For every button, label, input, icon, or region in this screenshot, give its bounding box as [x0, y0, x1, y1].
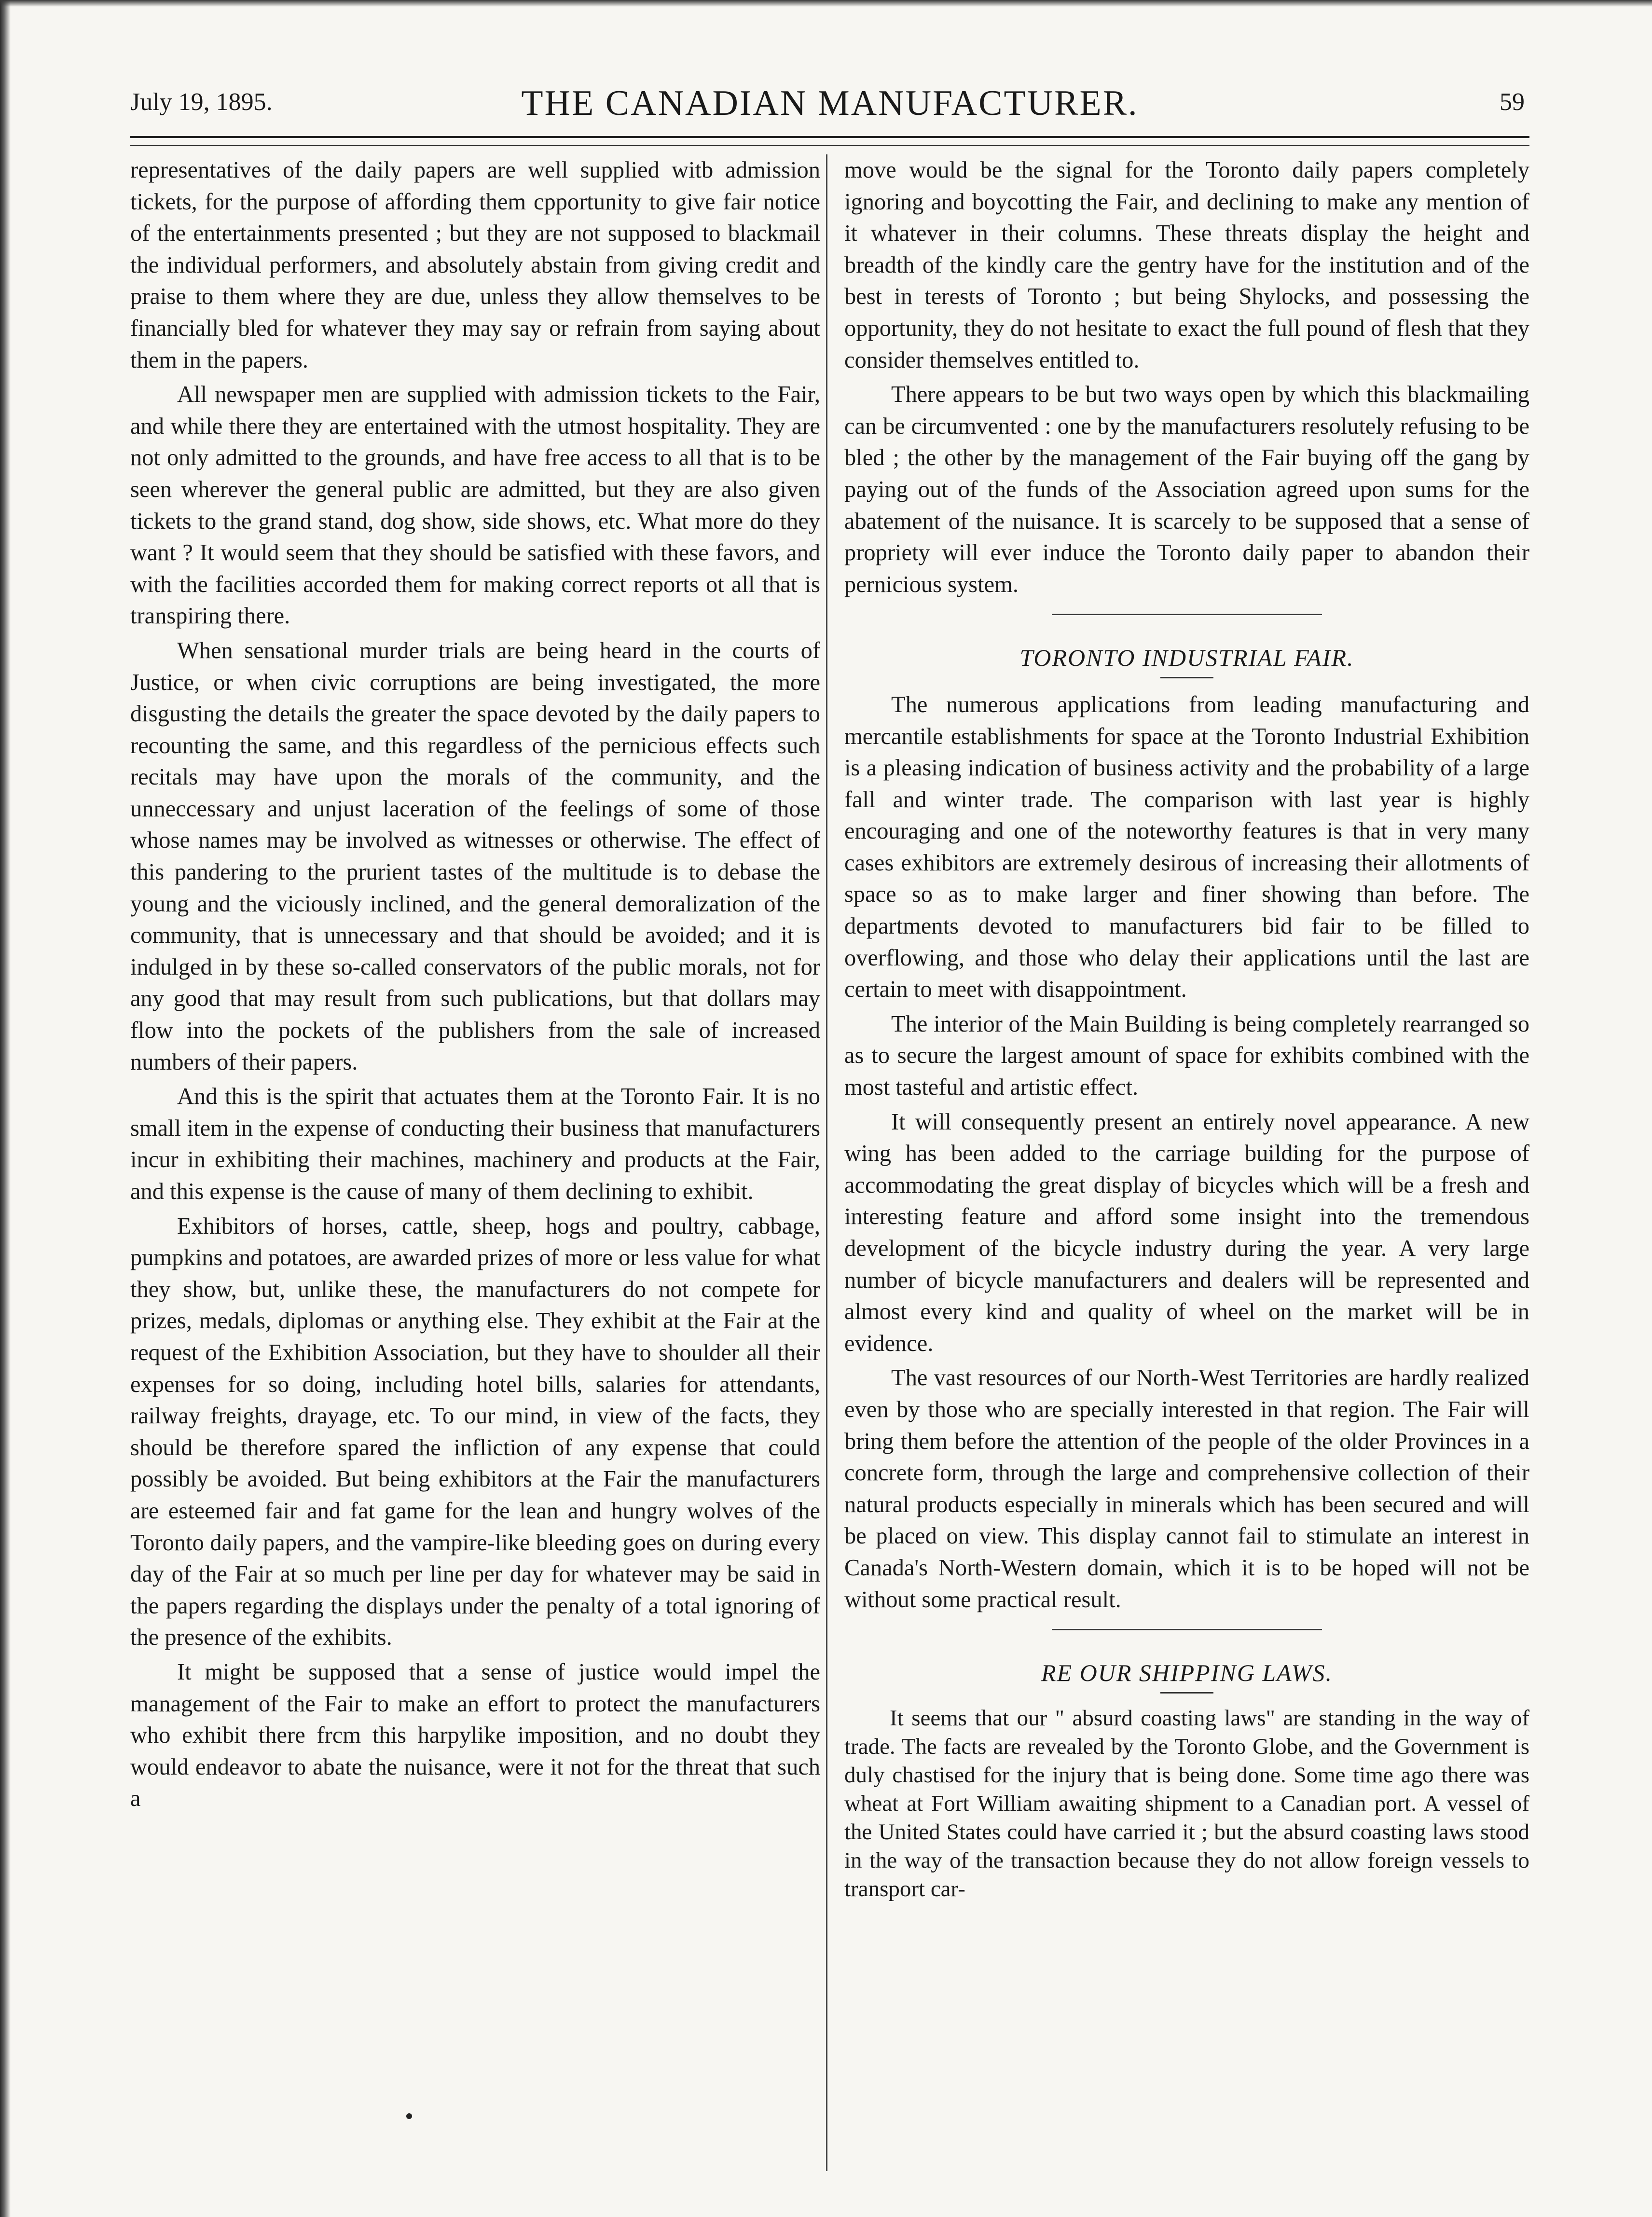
- heading-rule: [1160, 1692, 1213, 1694]
- paragraph: Exhibitors of horses, cattle, sheep, hogs and poultry, cabbage, pumpkins and potatoes, are awarded prizes of more or less value for what they show, but, unlike these, the manufacturers do not compete for prizes, medals, diplomas or anything else. They exhibit at the Fair at the request of the Exhibition Association, but they have to shoulder all their expenses for so doing, including hotel bills, salaries for attendants, railway freights, drayage, etc. To our mind, in view of the facts, they should be therefore spared the infliction of any expense that could possibly be avoided. But being exhibitors at the Fair the manufacturers are esteemed fair and fat game for the lean and hungry wolves of the Toronto daily papers, and the vampire-like bleeding goes on during every day of the Fair at so much per line per day for whatever may be said in the papers regarding the displays under the penalty of a total ignoring of the presence of the exhibits.: [130, 1213, 820, 1651]
- section-separator: [1052, 1629, 1322, 1630]
- right-column: [844, 154, 1529, 1906]
- paragraph: The interior of the Main Building is being completely rearranged so as to secure the largest amount of space for exhibits combined with the most tasteful and artistic effect.: [844, 1011, 1529, 1101]
- paragraph: All newspaper men are supplied with admission tickets to the Fair, and while there they are entertained with the utmost hospitality. They are not only admitted to the grounds, and have free access to all that is to be seen wherever the general public are admitted, but they are also given tickets to the grand stand, dog show, side shows, etc. What more do they want ? It would seem that they should be satisfied with these favors, and with the facilities accorded them for making correct reports ot all that is transpiring there.: [130, 382, 820, 629]
- header-rule: [130, 136, 1529, 146]
- section-heading-shipping-laws: RE OUR SHIPPING LAWS.: [1041, 1659, 1333, 1687]
- paragraph: It might be supposed that a sense of justice would impel the management of the Fair to make an effort to protect the manufacturers who exhibit there frcm this harpylike imposition, and no doubt they would endeavor to abate the nuisance, were it not for the threat that such a: [130, 1659, 820, 1812]
- section-separator: [1052, 614, 1322, 615]
- column-divider: [826, 154, 827, 2171]
- paragraph: The vast resources of our North-West Territories are hardly realized even by those who are specially interested in that region. The Fair will bring them before the attention of the people of the older Provinces in a concrete form, through the large and comprehensive collection of their natural products especially in minerals which has been secured and will be placed on view. This display cannot fail to stimulate an interest in Canada's North-Western domain, which it is to be hoped will not be without some practical result.: [844, 1365, 1529, 1612]
- issue-date: July 19, 1895.: [130, 88, 273, 116]
- heading-rule: [1160, 677, 1213, 678]
- publication-title: THE CANADIAN MANUFACTURER.: [521, 83, 1139, 123]
- section-heading-toronto-industrial-fair: TORONTO INDUSTRIAL FAIR.: [1019, 644, 1354, 672]
- page-header: [130, 83, 1529, 126]
- page-number: 59: [1500, 88, 1525, 116]
- paragraph: When sensational murder trials are being heard in the courts of Justice, or when civic corruptions are being investigated, the more disgusting the details the greater the space devoted by the daily papers to recounting the same, and this regardless of the pernicious effects such recitals may have upon the morals of the community, and the unneccessary and unjust laceration of the feelings of some of those whose names may be involved as witnesses or otherwise. The effect of this pandering to the prurient tastes of the multitude is to debase the young and the viciously inclined, and the general demoralization of the community, that is unnecessary and that should be avoided; and it is indulged in by these so-called conservators of the public morals, not for any good that may result from such publications, but that dollars may flow into the pockets of the publishers from the sale of increased numbers of their papers.: [130, 637, 820, 1075]
- scan-edge-left: [0, 0, 11, 2217]
- paragraph: representatives of the daily papers are well supplied witb admission tickets, for the purpose of affording them cpportunity to give fair notice of the entertainments presented ; but they are not supposed to blackmail the individual performers, and absolutely abstain from giving credit and praise to them where they are due, unless they allow themselves to be financially bled for whatever they may say or refrain from saying about them in the papers.: [130, 157, 820, 373]
- paragraph: There appears to be but two ways open by which this blackmailing can be circumvented : one by the manufacturers resolutely refusing to be bled ; the other by the management of the Fair buying off the gang by paying out of the funds of the Association agreed upon sums for the abatement of the nuisance. It is scarcely to be supposed that a sense of propriety will ever induce the Toronto daily paper to abandon their pernicious system.: [844, 382, 1529, 597]
- print-speck: [406, 2113, 412, 2119]
- paragraph: It will consequently present an entirely novel appearance. A new wing has been added to the carriage building for the purpose of accommodating the great display of bicycles which will be a fresh and interesting feature and afford some insight into the tremendous development of the bicycle industry during the year. A very large number of bicycle manufacturers and dealers will be represented and almost every kind and quality of wheel on the market will be in evidence.: [844, 1109, 1529, 1356]
- scan-edge-top: [0, 0, 1652, 7]
- left-column: [130, 154, 820, 1818]
- paragraph: move would be the signal for the Toronto daily papers completely ignoring and boycotting the Fair, and declining to make any mention of it whatever in their columns. These threats display the height and breadth of the kindly care the gentry have for the institution and of the best in terests of Toronto ; but being Shylocks, and possessing the opportunity, they do not hesitate to exact the full pound of flesh that they consider themselves entitled to.: [844, 157, 1529, 373]
- paragraph: It seems that our " absurd coasting laws" are standing in the way of trade. The facts are revealed by the Toronto Globe, and the Government is duly chastised for the injury that is being done. Some time ago there was wheat at Fort William awaiting shipment to a Canadian port. A vessel of the United States could have carried it ; but the absurd coasting laws stood in the way of the transaction because they do not allow foreign vessels to transport car-: [844, 1705, 1529, 1901]
- paragraph: The numerous applications from leading manufacturing and mercantile establishments for space at the Toronto Industrial Exhibition is a pleasing indication of business activity and the probability of a large fall and winter trade. The comparison with last year is highly encouraging and one of the noteworthy features is that in very many cases exhibitors are extremely desirous of increasing their allotments of space so as to make larger and finer showing than before. The departments devoted to manufacturers bid fair to be filled to overflowing, and those who delay their applications until the last are certain to meet with disappointment.: [844, 691, 1529, 1003]
- paragraph: And this is the spirit that actuates them at the Toronto Fair. It is no small item in the expense of conducting their business that manufacturers incur in exhibiting their machines, machinery and products at the Fair, and this expense is the cause of many of them declining to exhibit.: [130, 1084, 820, 1204]
